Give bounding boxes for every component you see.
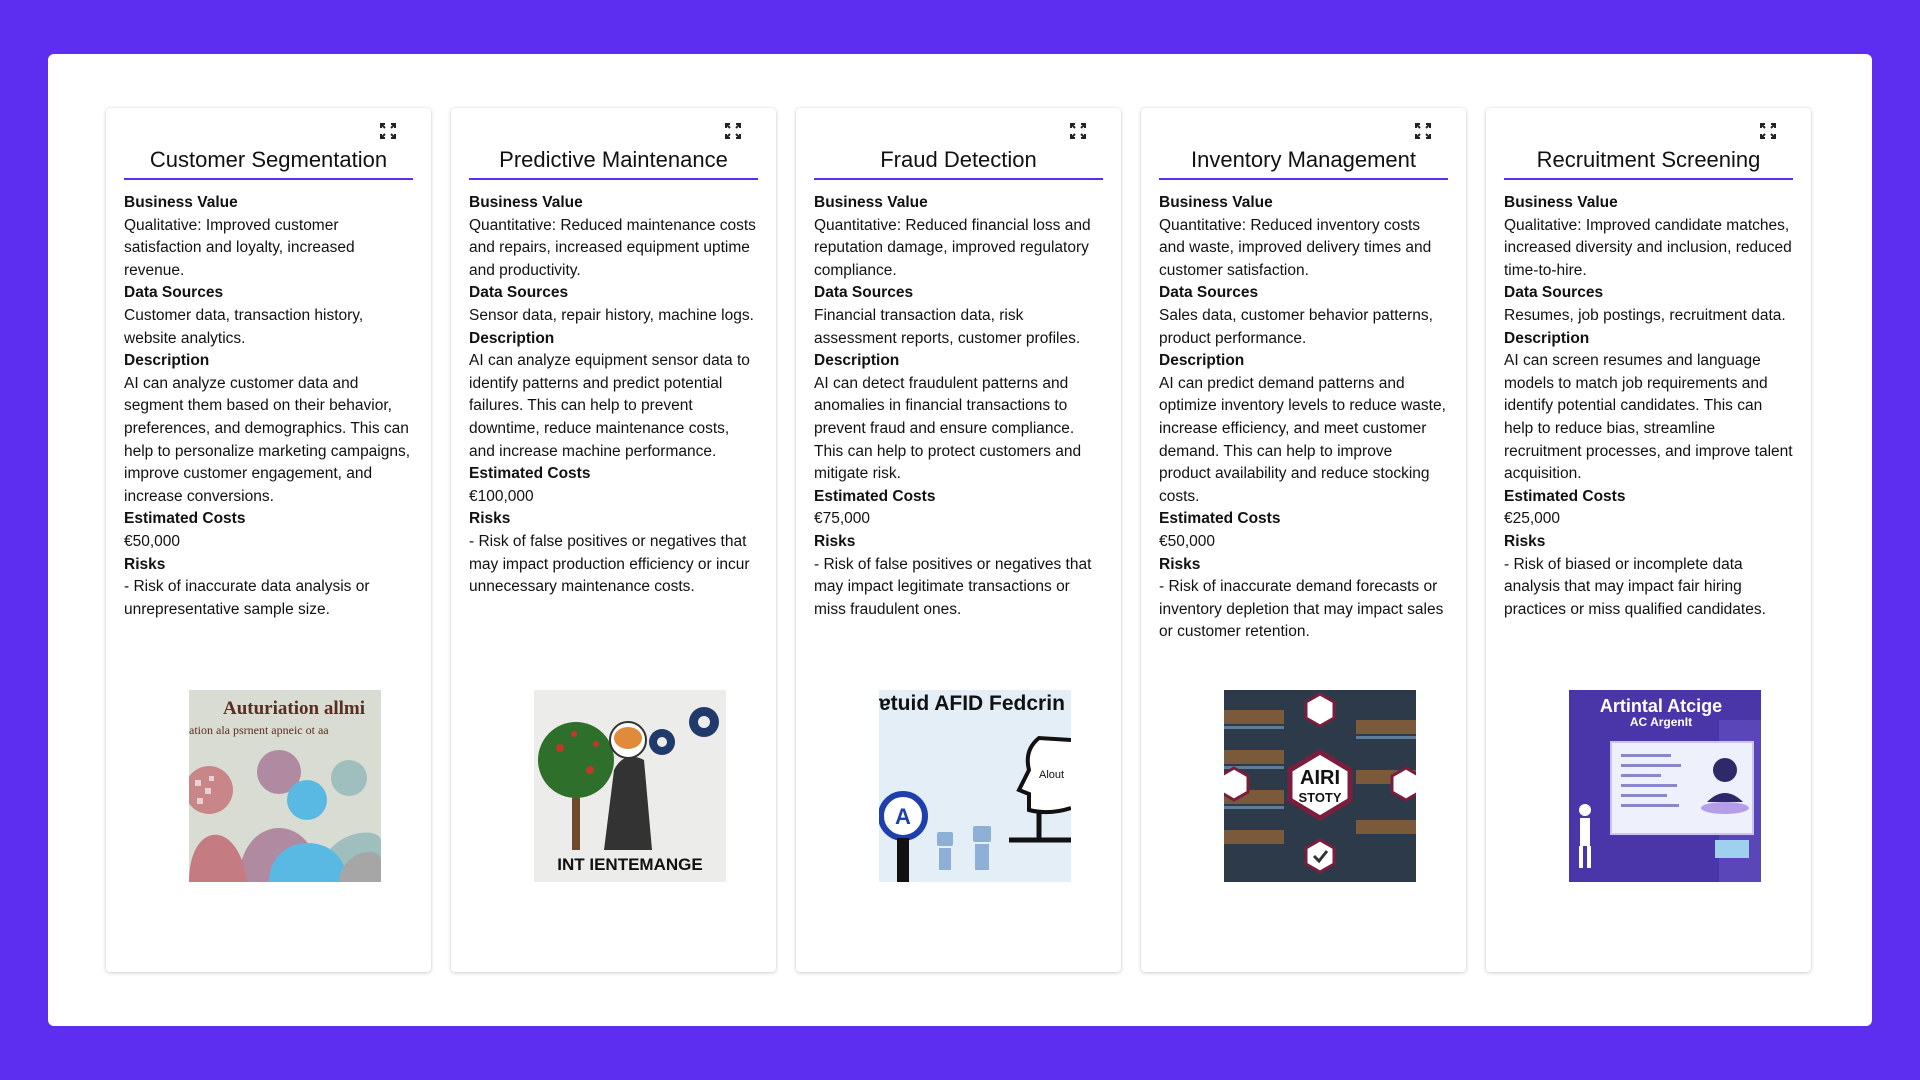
data-sources-label: Data Sources	[469, 284, 569, 302]
card-customer-segmentation	[106, 108, 431, 972]
illustration-text: ɐtuid AFID Fedcrin	[879, 692, 1065, 715]
risks-label: Risks	[124, 555, 166, 573]
expand-icon[interactable]	[1759, 122, 1777, 140]
description-label: Description	[124, 352, 210, 370]
description-label: Description	[814, 352, 900, 370]
illustration-text: ation ala psrnent apneic ot aa	[189, 723, 329, 737]
estimated-costs-value: €50,000	[1159, 532, 1216, 550]
card-illustration	[879, 690, 1071, 882]
expand-icon[interactable]	[1069, 122, 1087, 140]
main-panel	[48, 54, 1872, 1026]
illustration-text: Alout	[1039, 769, 1065, 781]
data-sources-label: Data Sources	[1159, 284, 1259, 302]
illustration-text: INT IENTEMANGE	[557, 855, 703, 874]
description-label: Description	[1159, 352, 1245, 370]
card-title: Inventory Management	[1159, 146, 1448, 180]
risks-label: Risks	[1159, 555, 1201, 573]
business-value-label: Business Value	[1504, 194, 1618, 211]
illustration-text: STOTY	[1298, 790, 1342, 805]
risks-label: Risks	[469, 510, 511, 528]
description-label: Description	[1504, 329, 1590, 347]
estimated-costs-label: Estimated Costs	[1504, 487, 1626, 505]
business-value-label: Business Value	[469, 194, 583, 211]
data-sources-label: Data Sources	[814, 284, 914, 302]
card-illustration	[1224, 690, 1416, 882]
card-title: Recruitment Screening	[1504, 146, 1793, 180]
expand-icon[interactable]	[724, 122, 742, 140]
business-value-text: Quantitative: Reduced financial loss and reputation damage, improved regulatory compliance.	[814, 216, 1091, 279]
card-illustration	[1569, 690, 1761, 882]
data-sources-text: Sensor data, repair history, machine logs.	[469, 306, 754, 324]
risks-text: - Risk of inaccurate demand forecasts or inventory depletion that may impact sales or customer retention.	[1159, 578, 1444, 641]
illustration-text: AIRI	[1300, 767, 1340, 789]
risks-label: Risks	[1504, 532, 1546, 550]
risks-text: - Risk of false positives or negatives that may impact production efficiency or incur unnecessary maintenance costs.	[469, 532, 750, 596]
card-illustration	[189, 690, 381, 882]
business-value-label: Business Value	[814, 194, 928, 211]
estimated-costs-value: €75,000	[814, 510, 871, 528]
illustration-text: Auturiation allmi	[223, 698, 365, 719]
business-value-label: Business Value	[1159, 194, 1273, 211]
card-predictive-maintenance	[451, 108, 776, 972]
risks-text: - Risk of biased or incomplete data analysis that may impact fair hiring practices or miss qualified candidates.	[1504, 555, 1766, 618]
illustration-text: AC ArgenIt	[1629, 715, 1693, 729]
business-value-text: Qualitative: Improved candidate matches, increased diversity and inclusion, reduced time-to-hire.	[1504, 216, 1792, 279]
estimated-costs-value: €100,000	[469, 487, 534, 505]
business-value-text: Qualitative: Improved customer satisfaction and loyalty, increased revenue.	[124, 216, 355, 279]
estimated-costs-label: Estimated Costs	[1159, 510, 1281, 528]
description-text: AI can detect fraudulent patterns and anomalies in financial transactions to prevent fraud and ensure compliance. This can help to protect customers and mitigate risk.	[814, 374, 1082, 483]
expand-icon[interactable]	[1414, 122, 1432, 140]
data-sources-label: Data Sources	[1504, 284, 1604, 302]
data-sources-text: Sales data, customer behavior patterns, product performance.	[1159, 306, 1433, 347]
card-title: Predictive Maintenance	[469, 146, 758, 180]
card-fraud-detection	[796, 108, 1121, 972]
data-sources-text: Financial transaction data, risk assessment reports, customer profiles.	[814, 306, 1081, 347]
description-text: AI can screen resumes and language models to match job requirements and identify potential candidates. This can help to reduce bias, streamline recruitment processes, and improve talent acquisition.	[1504, 352, 1793, 483]
card-inventory-management	[1141, 108, 1466, 972]
card-title: Fraud Detection	[814, 146, 1103, 180]
risks-text: - Risk of inaccurate data analysis or unrepresentative sample size.	[124, 578, 370, 618]
data-sources-text: Customer data, transaction history, website analytics.	[124, 306, 364, 347]
business-value-text: Quantitative: Reduced inventory costs and waste, improved delivery times and customer satisfaction.	[1159, 216, 1432, 279]
description-text: AI can analyze customer data and segment them based on their behavior, preferences, and demographics. This can help to personalize marketing campaigns, improve customer engagement, and increase conversions.	[124, 374, 411, 505]
description-label: Description	[469, 329, 555, 347]
estimated-costs-label: Estimated Costs	[469, 465, 591, 483]
risks-label: Risks	[814, 532, 856, 550]
description-text: AI can analyze equipment sensor data to identify patterns and predict potential failures. This can help to prevent downtime, reduce maintenance costs, and increase machine performance.	[469, 352, 750, 460]
card-illustration	[534, 690, 726, 882]
description-text: AI can predict demand patterns and optimize inventory levels to reduce waste, increase efficiency, and meet customer demand. This can help to improve product availability and reduce stocking costs.	[1159, 374, 1446, 505]
data-sources-text: Resumes, job postings, recruitment data.	[1504, 306, 1786, 324]
risks-text: - Risk of false positives or negatives that may impact legitimate transactions or miss fraudulent ones.	[814, 555, 1092, 618]
illustration-text: A	[895, 804, 911, 829]
business-value-text: Quantitative: Reduced maintenance costs and repairs, increased equipment uptime and productivity.	[469, 216, 756, 279]
estimated-costs-value: €25,000	[1504, 510, 1561, 528]
use-case-cards	[106, 108, 1811, 972]
card-title: Customer Segmentation	[124, 146, 413, 180]
estimated-costs-value: €50,000	[124, 532, 181, 550]
illustration-text: Artintal Atcige	[1599, 696, 1723, 716]
data-sources-label: Data Sources	[124, 284, 224, 302]
estimated-costs-label: Estimated Costs	[814, 487, 936, 505]
card-recruitment-screening	[1486, 108, 1811, 972]
business-value-label: Business Value	[124, 194, 238, 211]
estimated-costs-label: Estimated Costs	[124, 510, 246, 528]
expand-icon[interactable]	[379, 122, 397, 140]
